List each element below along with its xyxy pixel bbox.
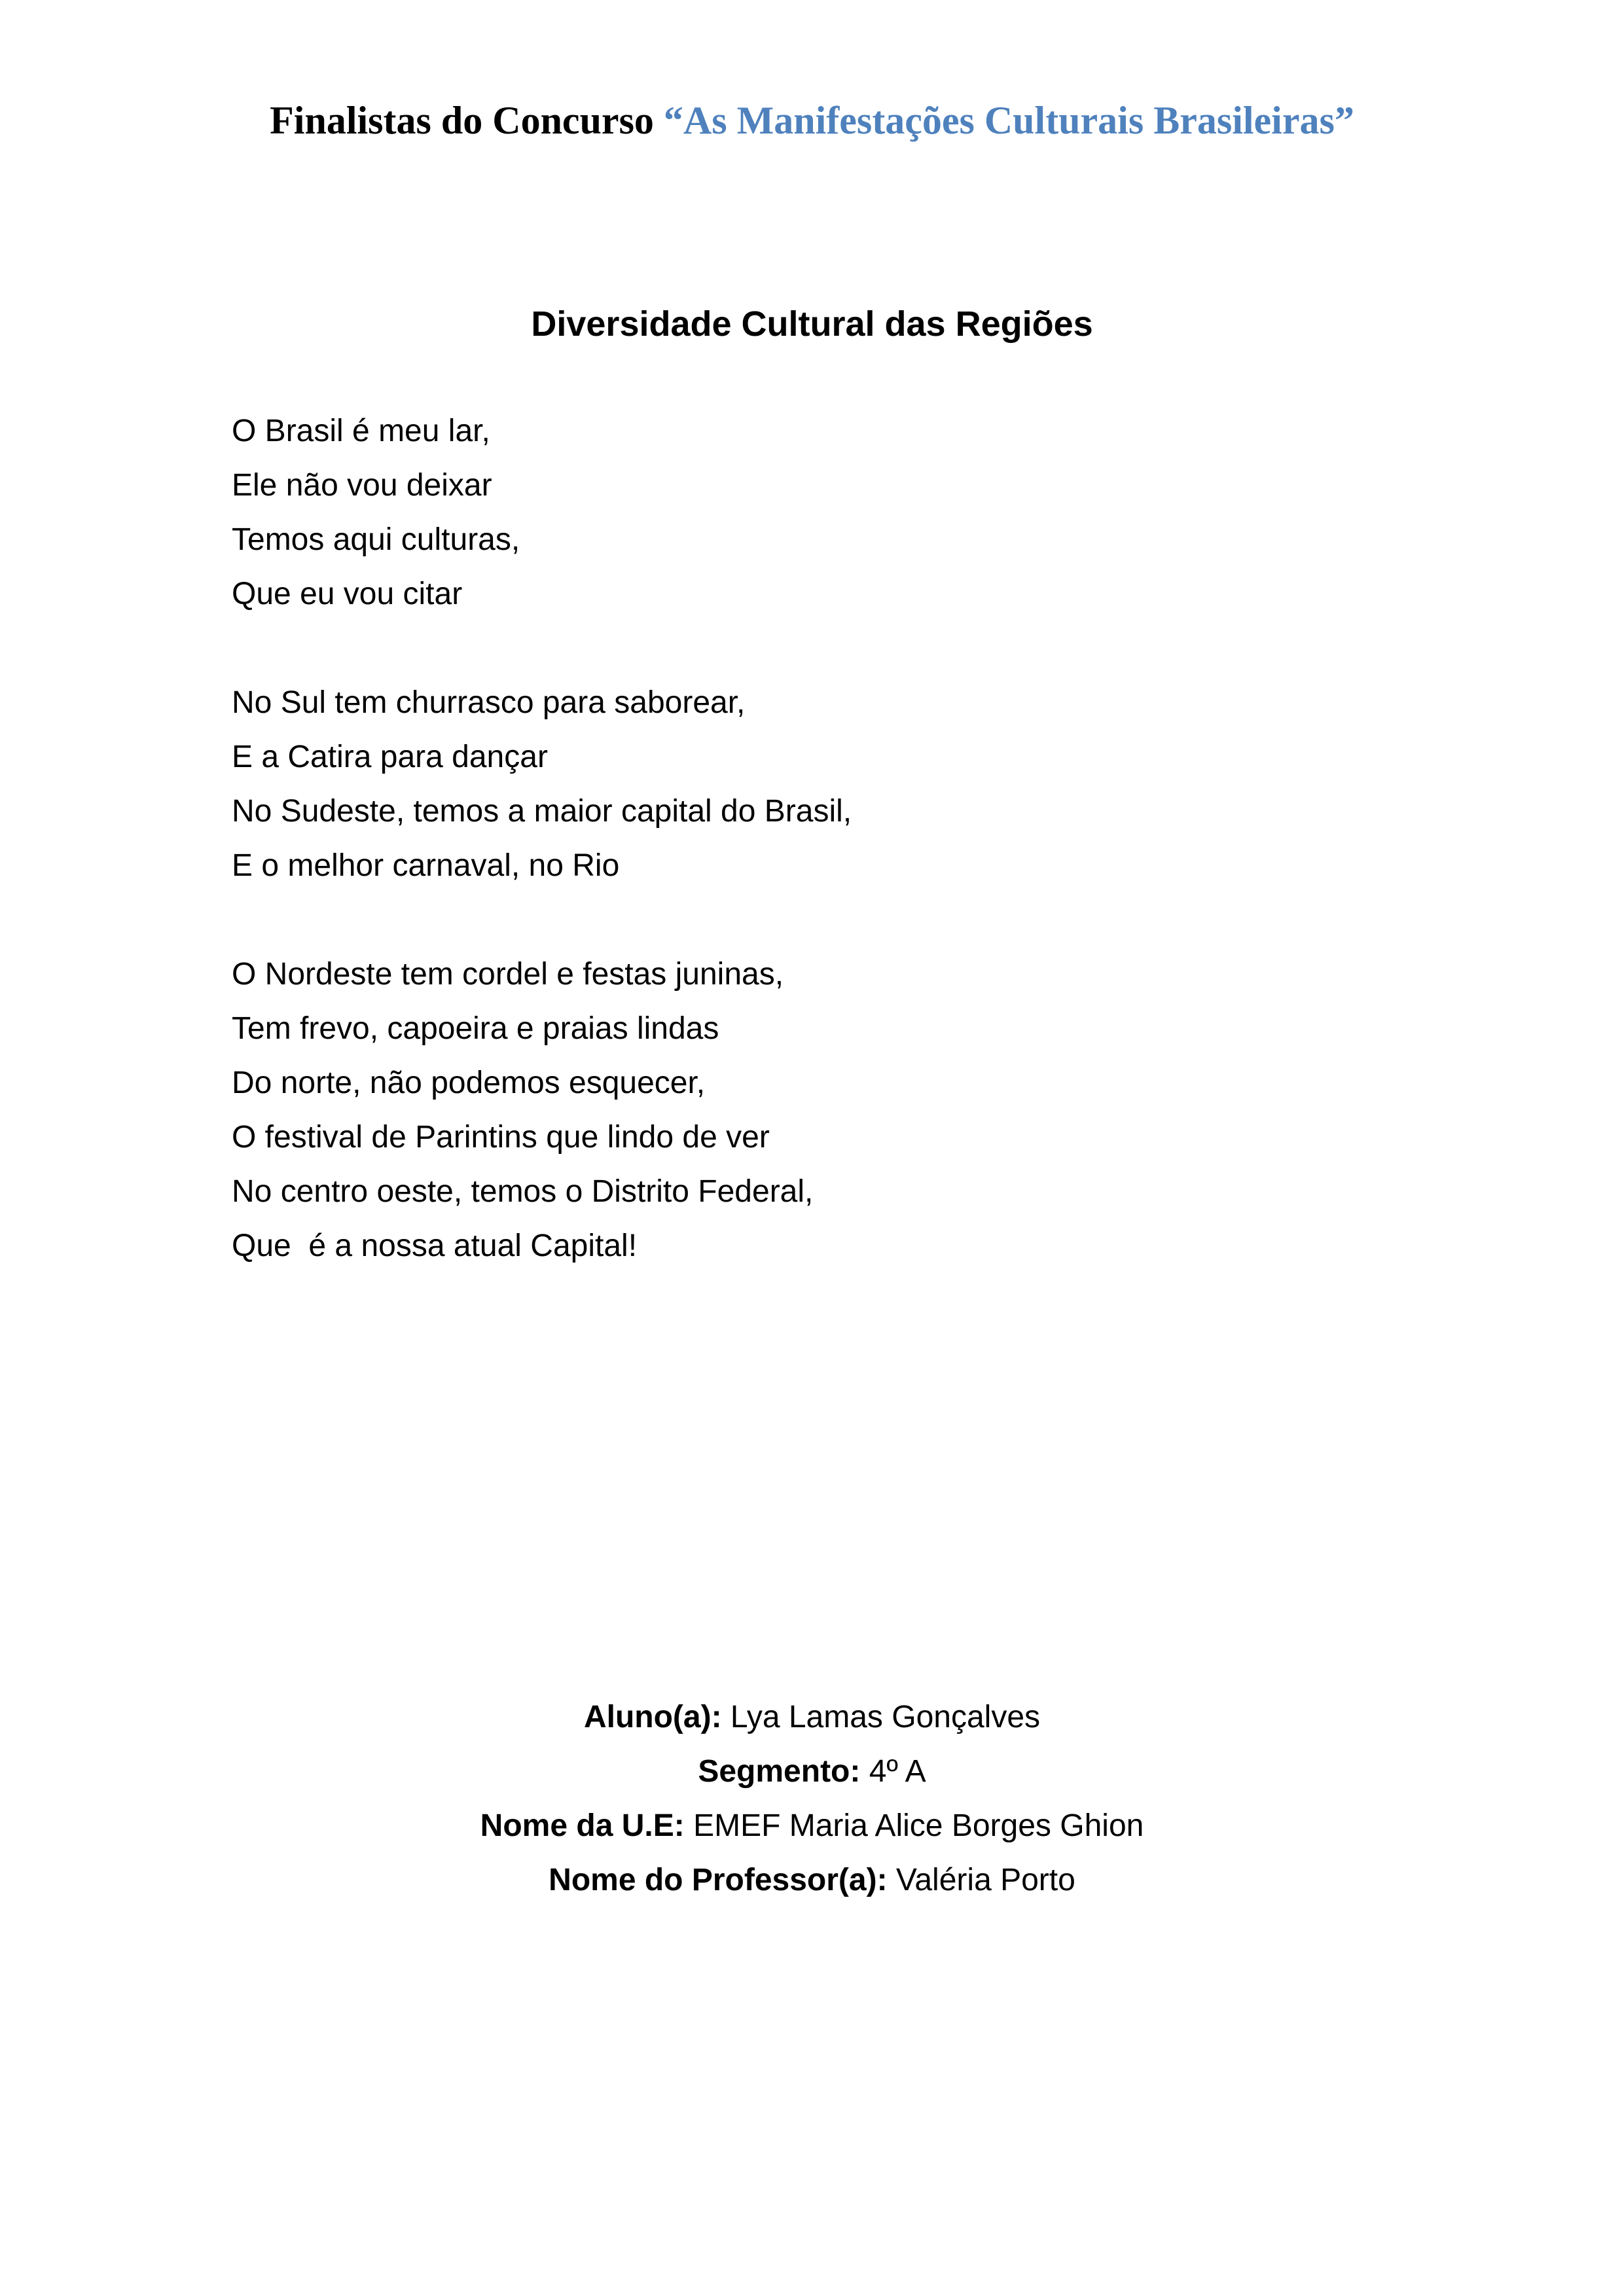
poem-line: No Sul tem churrasco para saborear, — [232, 685, 746, 720]
credit-line-teacher — [0, 1853, 1624, 1907]
poem-line: No centro oeste, temos o Distrito Federal, — [232, 1174, 814, 1209]
poem-line: O Brasil é meu lar, — [232, 414, 490, 448]
poem-line: Do norte, não podemos esquecer, — [232, 1066, 706, 1100]
stanza-1 — [232, 404, 1470, 621]
segment-label: Segmento: — [698, 1754, 861, 1789]
poem-body — [232, 404, 1470, 1327]
poem-line: Ele não vou deixar — [232, 468, 492, 503]
poem-line: E a Catira para dançar — [232, 740, 548, 774]
school-label: Nome da U.E: — [480, 1808, 685, 1843]
poem-line: Tem frevo, capoeira e praias lindas — [232, 1011, 719, 1046]
poem-line: No Sudeste, temos a maior capital do Brasil, — [232, 794, 852, 829]
header-contest-label: Finalistas do Concurso — [270, 99, 654, 142]
credit-line-segment — [0, 1744, 1624, 1799]
credit-line-school — [0, 1799, 1624, 1853]
header-contest-title: “As Manifestações Culturais Brasileiras” — [663, 99, 1354, 142]
poem-title: Diversidade Cultural das Regiões — [531, 304, 1093, 344]
poem-line: O festival de Parintins que lindo de ver — [232, 1120, 770, 1155]
page-header — [0, 98, 1624, 143]
poem-line: O Nordeste tem cordel e festas juninas, — [232, 957, 784, 992]
poem-line: E o melhor carnaval, no Rio — [232, 848, 620, 883]
poem-line: Que eu vou citar — [232, 577, 463, 611]
segment-value: 4º A — [869, 1754, 926, 1789]
student-name: Lya Lamas Gonçalves — [730, 1700, 1041, 1734]
poem-line: Temos aqui culturas, — [232, 522, 520, 557]
teacher-name: Valéria Porto — [895, 1863, 1075, 1897]
stanza-2 — [232, 675, 1470, 893]
credit-line-student — [0, 1690, 1624, 1744]
credits-block — [0, 1690, 1624, 1907]
school-name: EMEF Maria Alice Borges Ghion — [693, 1808, 1144, 1843]
teacher-label: Nome do Professor(a): — [549, 1863, 888, 1897]
stanza-3 — [232, 947, 1470, 1273]
poem-line: Que é a nossa atual Capital! — [232, 1229, 638, 1263]
student-label: Aluno(a): — [583, 1700, 722, 1734]
